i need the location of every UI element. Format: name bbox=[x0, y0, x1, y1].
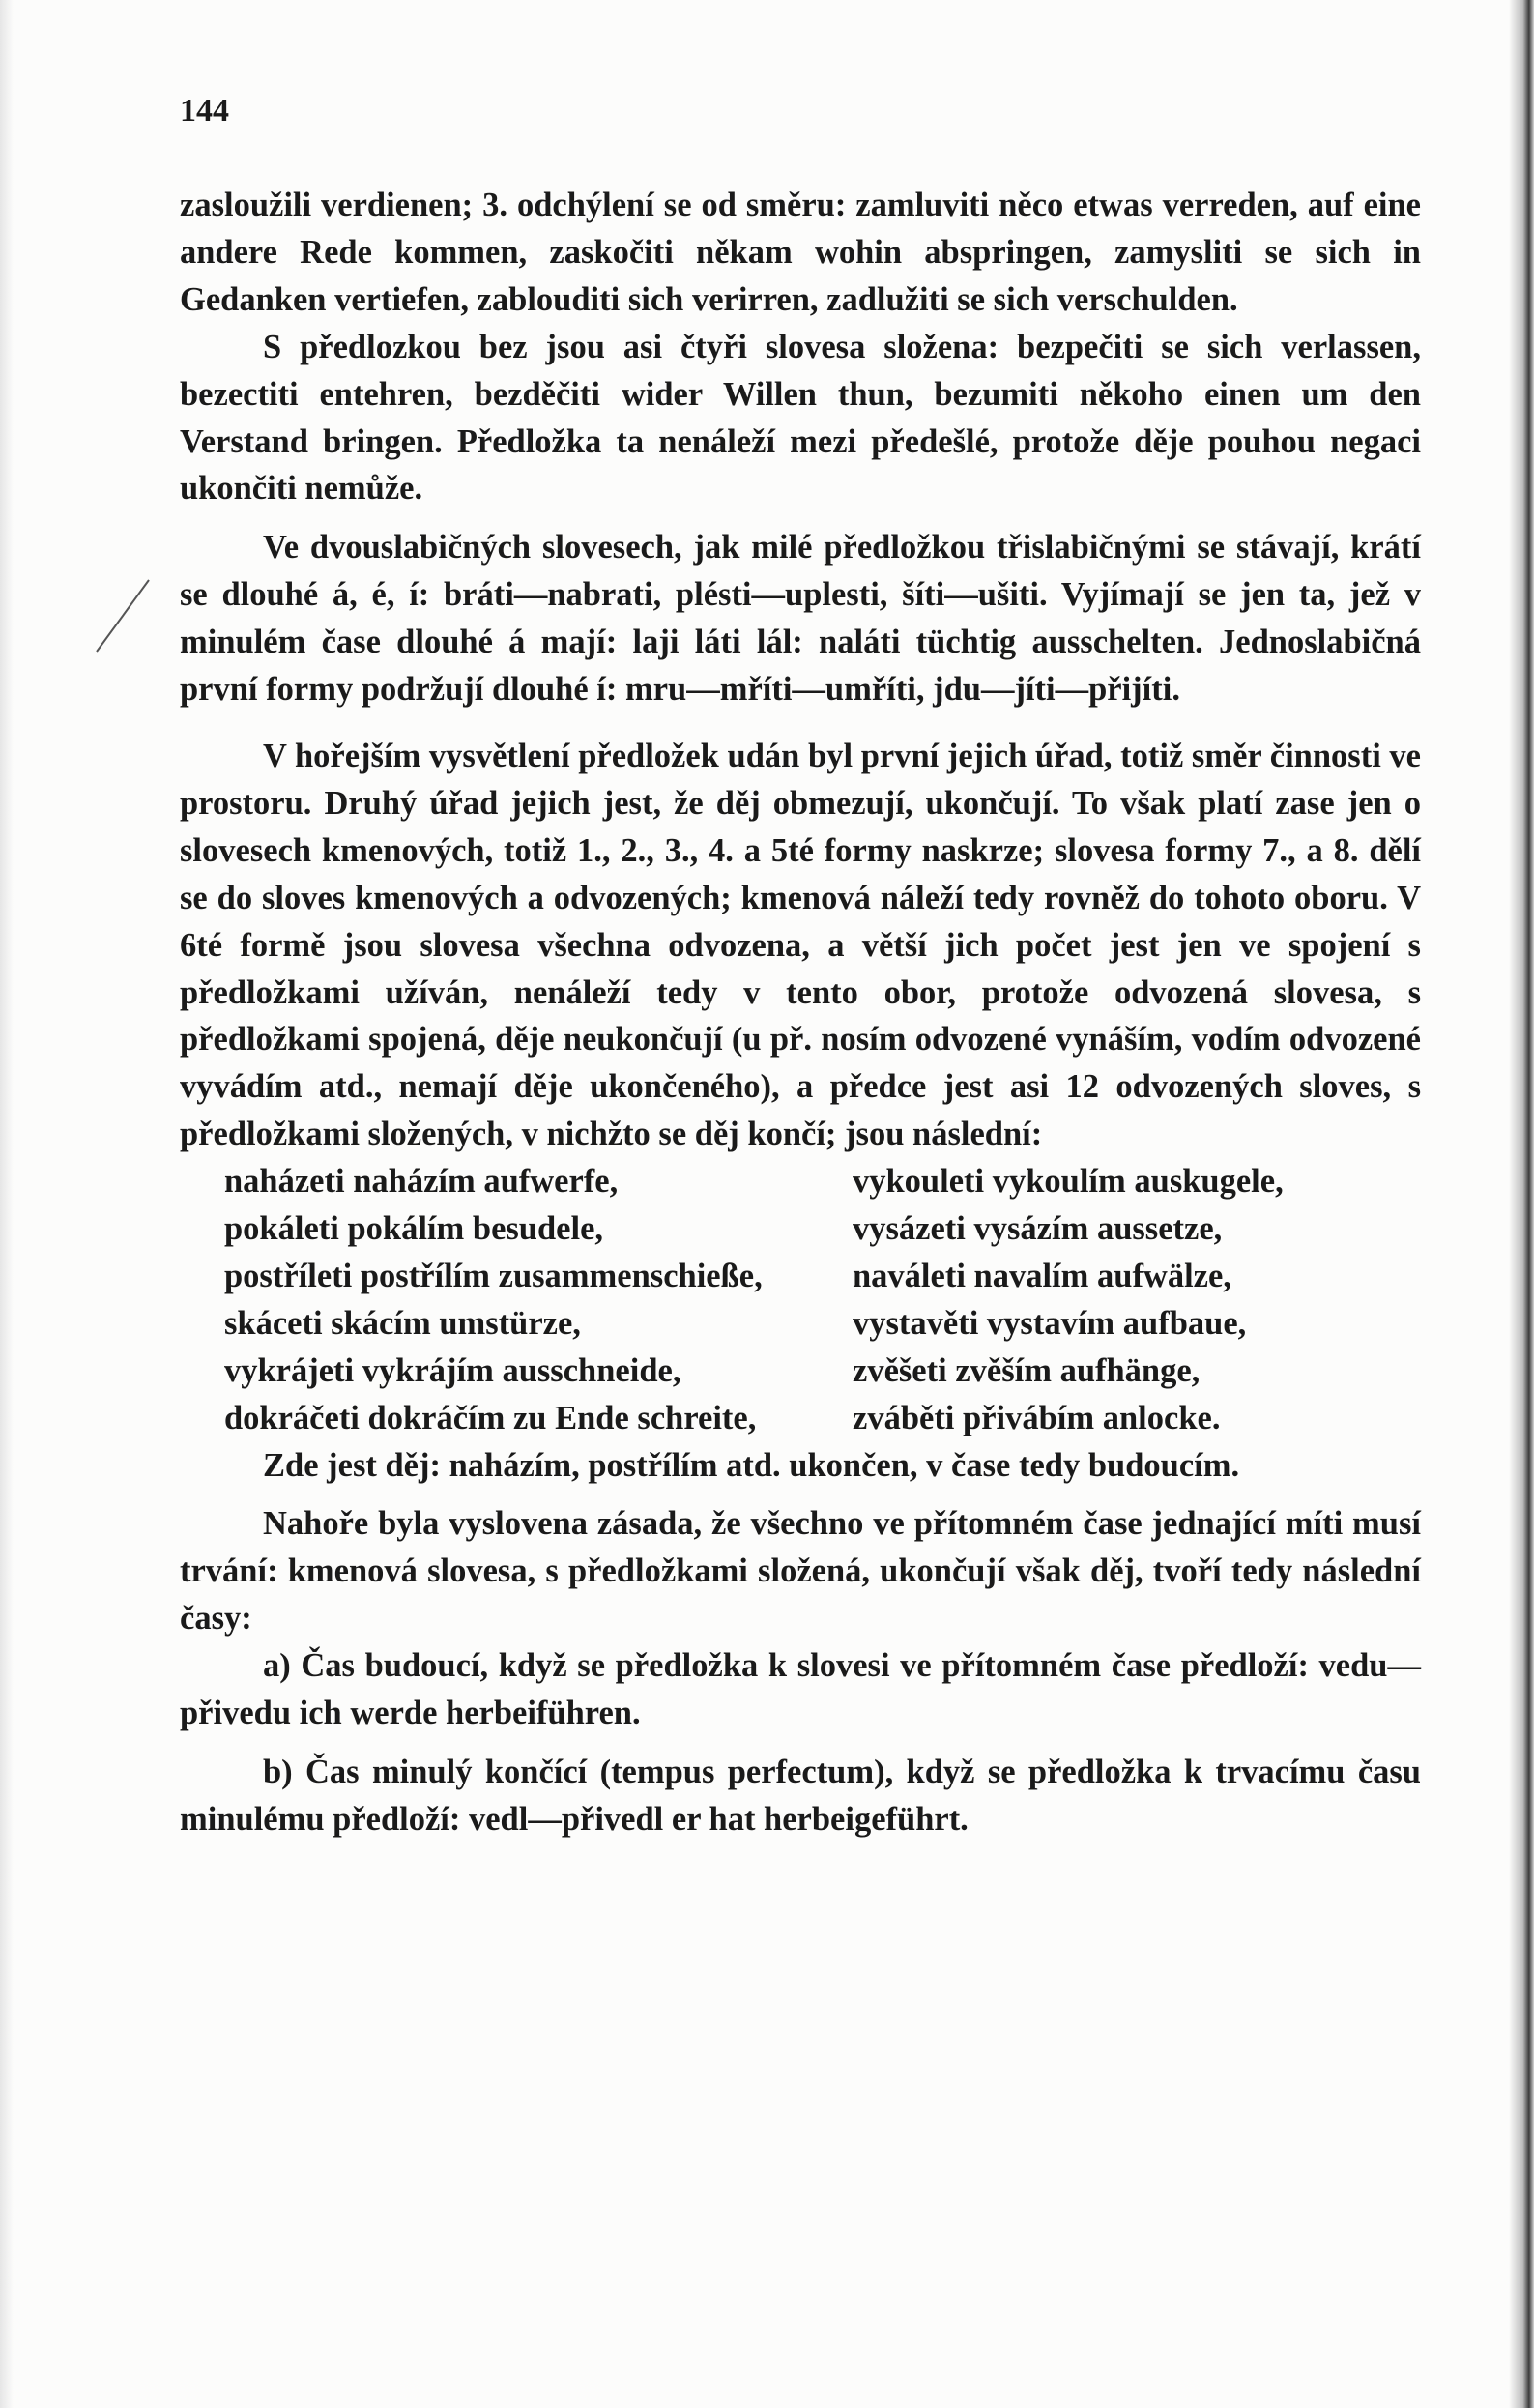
paragraph-principle: Nahoře byla vyslovena zásada, že všechno ve přítomném čase jednající míti musí trvání: kmenová slovesa, s předložkami složená, ukončují však děj, tvoří tedy následní časy: bbox=[180, 1505, 1421, 1638]
margin-pencil-mark bbox=[93, 578, 151, 655]
paragraph-vowel-shortening: Ve dvouslabičných slovesech, jak milé předložkou třislabičnými se stávají, krátí se dlouhé á, é, í: bráti—nabrati, plésti—uplesti, šíti—ušiti. Vyjímají se jen ta, jež v minulém čase dlouhé á mají: laji láti lál: naláti tüchtig ausschelten. Jednoslabičná první formy podržují dlouhé í: mru—mříti—umříti, jdu—jíti—přijíti. bbox=[180, 529, 1421, 709]
verb-example-left: postříleti postřílím zusammenschieße, bbox=[224, 1257, 763, 1294]
page-left-edge bbox=[0, 0, 14, 2408]
paragraph-perfect-tense: b) Čas minulý končící (tempus perfectum), když se předložka k trvacímu času minulému předloží: vedl—přivedl er hat herbeigeführt. bbox=[180, 1754, 1421, 1838]
page-number: 144 bbox=[180, 93, 229, 129]
verb-example-right: naváleti navalím aufwälze, bbox=[853, 1257, 1231, 1294]
paragraph-future-tense: a) Čas budoucí, když se předložka k slovesi ve přítomném čase předloží: vedu—přivedu ich werde herbeiführen. bbox=[180, 1647, 1421, 1732]
table-row bbox=[180, 1205, 1421, 1253]
table-row bbox=[180, 1348, 1421, 1395]
paragraph-continuation: zasloužili verdienen; 3. odchýlení se od směru: zamluviti něco etwas verreden, auf eine andere Rede kommen, zaskočiti někam wohin abspringen, zamysliti se sich in Gedanken vertiefen, zablouditi sich verirren, zadlužiti se sich verschulden. bbox=[180, 187, 1421, 318]
table-row bbox=[180, 1300, 1421, 1348]
verb-example-left: dokráčeti dokráčím zu Ende schreite, bbox=[224, 1399, 757, 1436]
paragraph-completed-action: Zde jest děj: naházím, postřílím atd. ukončen, v čase tedy budoucím. bbox=[263, 1446, 1240, 1484]
verb-examples-table bbox=[180, 1158, 1421, 1441]
verb-example-left: naházeti naházím aufwerfe, bbox=[224, 1163, 619, 1201]
paragraph-bez: S předlozkou bez jsou asi čtyři slovesa složena: bezpečiti se sich verlassen, bezectiti entehren, bezděčiti wider Willen thun, bezumiti někoho einen um den Verstand bringen. Předložka ta nenáleží mezi předešlé, protože děje pouhou negaci ukončiti nemůže. bbox=[180, 328, 1421, 508]
paragraph-prepositions-function: V hořejším vysvětlení předložek udán byl první jejich úřad, totiž směr činnosti ve prostoru. Druhý úřad jejich jest, že děj obmezují, ukončují. To však platí zase jen o slovesech kmenových, totiž 1., 2., 3., 4. a 5té formy naskrze; slovesa formy 7., a 8. dělí se do sloves kmenových a odvozených; kmenová náleží tedy rovněž do tohoto oboru. V 6té formě jsou slovesa všechna odvozena, a větší jich počet jest jen ve spojení s předložkami užíván, nenáleží tedy v tento obor, protože odvozená slovesa, s předložkami spojená, děje neukončují (u př. nosím odvozené vynáším, vodím odvozené vyvádím atd., nemají děje ukončeného), a předce jest asi 12 odvozených sloves, s předložkami složených, v nichžto se děj končí; jsou následní: bbox=[180, 737, 1421, 1153]
verb-example-left: pokáleti pokálím besudele, bbox=[224, 1210, 604, 1248]
verb-example-right: zvěšeti zvěším aufhänge, bbox=[853, 1351, 1201, 1389]
verb-example-left: vykrájeti vykrájím ausschneide, bbox=[224, 1351, 681, 1389]
table-row bbox=[180, 1395, 1421, 1442]
table-row bbox=[180, 1158, 1421, 1205]
page-right-edge-shadow bbox=[1509, 0, 1534, 2408]
body-text bbox=[180, 182, 1421, 1843]
verb-example-right: zváběti přivábím anlocke. bbox=[853, 1399, 1221, 1436]
verb-example-right: vystavěti vystavím aufbaue, bbox=[853, 1304, 1247, 1342]
table-row bbox=[180, 1253, 1421, 1300]
verb-example-right: vysázeti vysázím aussetze, bbox=[853, 1210, 1223, 1248]
verb-example-right: vykouleti vykoulím auskugele, bbox=[853, 1163, 1284, 1201]
verb-example-left: skáceti skácím umstürze, bbox=[224, 1304, 581, 1342]
